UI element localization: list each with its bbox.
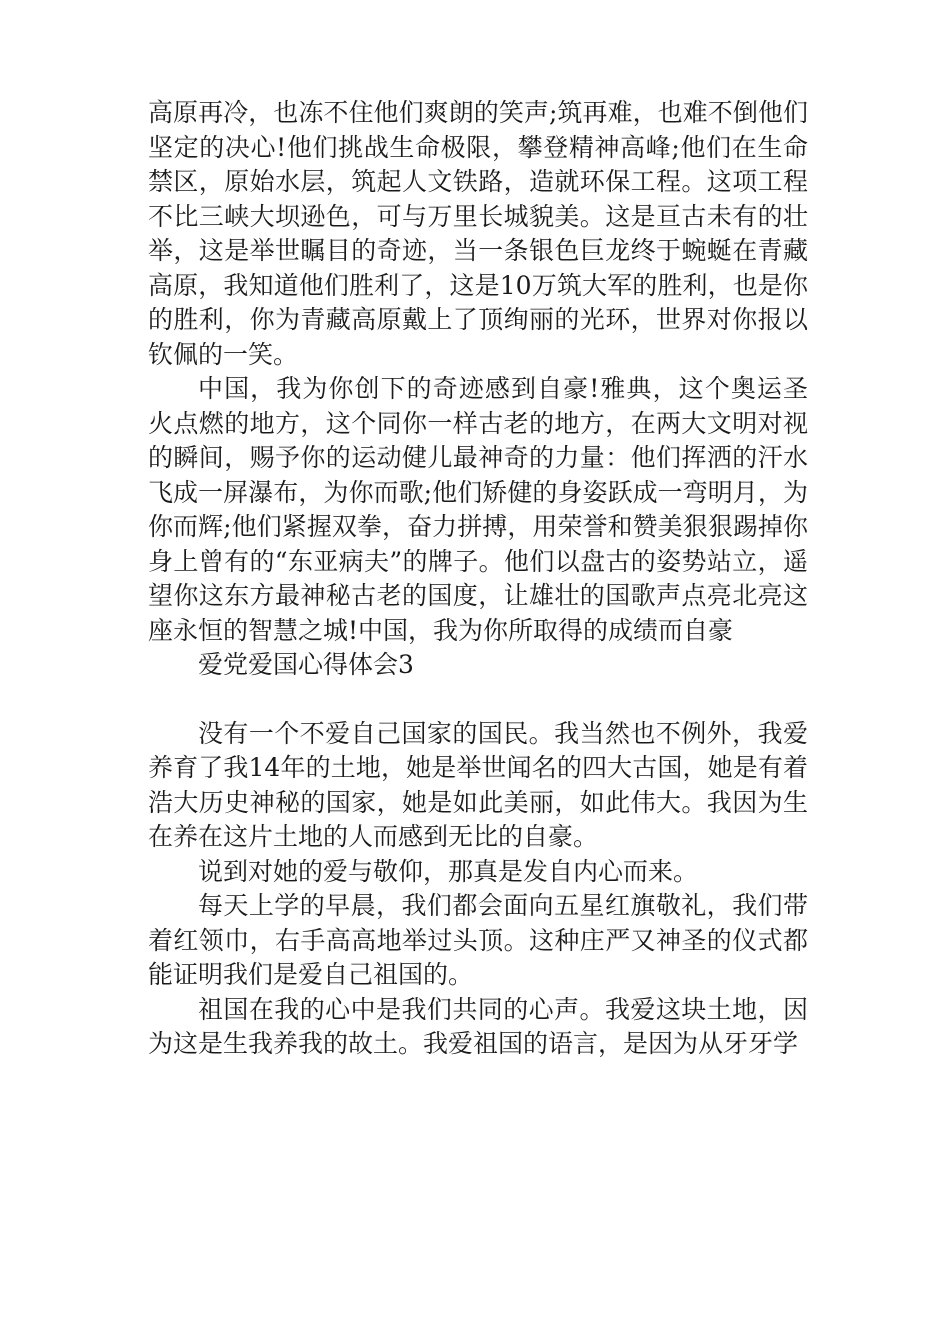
paragraph: 说到对她的爱与敬仰，那真是发自内心而来。	[198, 856, 699, 886]
paragraph: 中国，我为你创下的奇迹感到自豪!雅典，这个奥运圣火点燃的地方，这个同你一样古老的地方，在两大文明对视的瞬间，赐予你的运动健儿最神奇的力量：他们挥洒的汗水飞成一屏瀑布，为你而歌;他们矫健的身姿跃成一弯明月，为你而辉;他们紧握双拳，奋力拼搏，用荣誉和赞美狠狠踢掉你身上曾有的“东亚病夫”的牌子。他们以盘古的姿势站立，遥望你这东方最神秘古老的国度，让雄壮的国歌声点亮北亮这座永恒的智慧之城!中国，我为你所取得的成绩而自豪	[148, 374, 808, 645]
paragraph: 没有一个不爱自己国家的国民。我当然也不例外，我爱养育了我14年的土地，她是举世闻名的四大古国，她是有着浩大历史神秘的国家，她是如此美丽，如此伟大。我因为生在养在这片土地的人而感到无比的自豪。	[148, 718, 808, 851]
paragraph: 每天上学的早晨，我们都会面向五星红旗敬礼，我们带着红领巾，右手高高地举过头顶。这种庄严又神圣的仪式都能证明我们是爱自己祖国的。	[148, 891, 808, 989]
paragraph: 高原再冷，也冻不住他们爽朗的笑声;筑再难，也难不倒他们坚定的决心!他们挑战生命极限，攀登精神高峰;他们在生命禁区，原始水层，筑起人文铁路，造就环保工程。这项工程不比三峡大坝逊色，可与万里长城貌美。这是亘古未有的壮举，这是举世瞩目的奇迹，当一条银色巨龙终于蜿蜒在青藏高原，我知道他们胜利了，这是10万筑大军的胜利，也是你的胜利，你为青藏高原戴上了顶绚丽的光环，世界对你报以钦佩的一笑。	[148, 98, 808, 369]
section-heading: 爱党爱国心得体会3	[198, 650, 414, 679]
paragraph: 祖国在我的心中是我们共同的心声。我爱这块土地，因为这是生我养我的故土。我爱祖国的语言，是因为从牙牙学	[148, 994, 808, 1058]
document-body	[148, 96, 808, 1062]
